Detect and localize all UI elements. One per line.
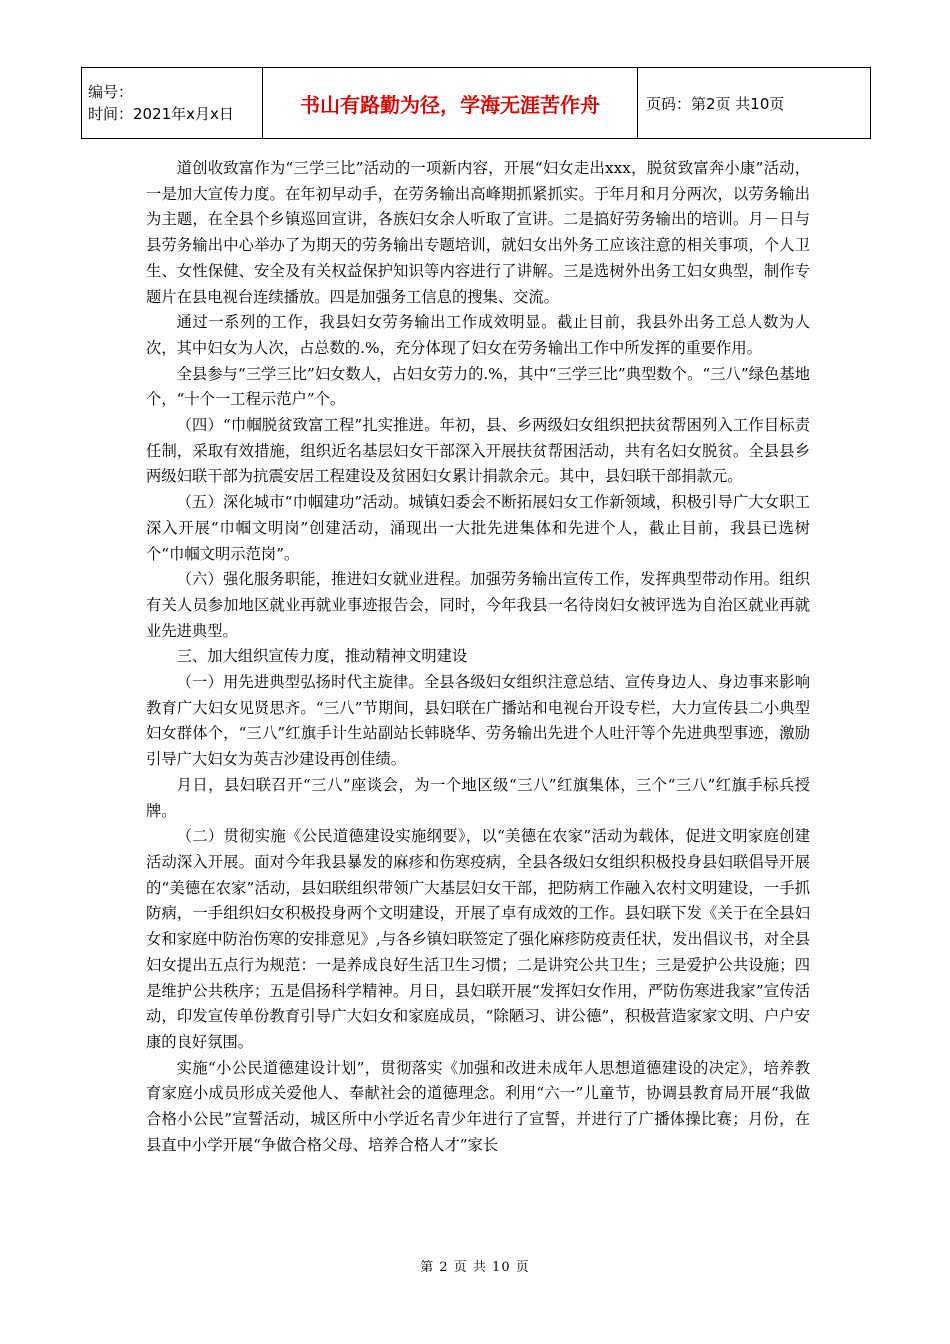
header-page-info: 页码：第2页 共10页 (638, 68, 871, 139)
page-footer: 第 2 页 共 10 页 (420, 1260, 530, 1275)
doc-number-label: 编号： (88, 83, 134, 101)
body-paragraph: 通过一系列的工作，我县妇女劳务输出工作成效明显。截止目前，我县外出务工总人数为人次，其中妇女为人次，占总数的.%，充分体现了妇女在劳务输出工作中所发挥的重要作用。 (146, 313, 810, 357)
header-table (81, 67, 871, 139)
body-paragraph: 月日，县妇联召开“三八”座谈会，为一个地区级“三八”红旗集体，三个“三八”红旗手标兵授牌。 (146, 775, 810, 820)
doc-time-label: 时间：2021年x月x日 (88, 105, 234, 123)
body-paragraph: （四）“巾帼脱贫致富工程”扎实推进。年初，县、乡两级妇女组织把扶贫帮困列入工作目标责任制，采取有效措施，组织近名基层妇女干部深入开展扶贫帮困活动，共有名妇女脱贫。全县县乡两级妇联干部为抗震安居工程建设及贫困妇女累计捐款余元。其中，县妇联干部捐款元。 (146, 416, 810, 486)
body-paragraph: 全县参与“三学三比”妇女数人，占妇女劳力的.%，其中“三学三比”典型数个。“三八”绿色基地个，“十个一工程示范户”个。 (146, 364, 810, 409)
body-paragraph: （六）强化服务职能，推进妇女就业进程。加强劳务输出宣传工作，发挥典型带动作用。组织有关人员参加地区就业再就业事迹报告会，同时，今年我县一名待岗妇女被评选为自治区就业再就业先进典型。 (146, 570, 810, 640)
body-paragraph: （一）用先进典型弘扬时代主旋律。全县各级妇女组织注意总结、宣传身边人、身边事来影响教育广大妇女见贤思齐。“三八”节期间，县妇联在广播站和电视台开设专栏，大力宣传县二小典型妇女群体个，“三八”红旗手计生站副站长韩晓华、劳务输出先进个人吐汗等个先进典型事迹，激励引导广大妇女为英吉沙建设再创佳绩。 (146, 673, 810, 769)
body-paragraph: 道创收致富作为“三学三比”活动的一项新内容，开展“妇女走出xxx，脱贫致富奔小康”活动，一是加大宣传力度。在年初早动手，在劳务输出高峰期抓紧抓实。于年月和月分两次，以劳务输出为主题，在全县个乡镇巡回宣讲，各族妇女余人听取了宣讲。二是搞好劳务输出的培训。月－日与县劳务输出中心举办了为期天的劳务输出专题培训，就妇女出外务工应该注意的相关事项，个人卫生、女性保健、安全及有关权益保护知识等内容进行了讲解。三是选树外出务工妇女典型，制作专题片在县电视台连续播放。四是加强务工信息的搜集、交流。 (146, 159, 810, 306)
header-meta (82, 68, 263, 139)
header-motto: 书山有路勤为径，学海无涯苦作舟 (263, 68, 638, 139)
body-paragraph: （二）贯彻实施《公民道德建设实施纲要》，以“美德在农家”活动为载体，促进文明家庭创建活动深入开展。面对今年我县暴发的麻疹和伤寒疫病，全县各级妇女组织积极投身县妇联倡导开展的“美德在农家”活动，县妇联组织带领广大基层妇女干部，把防病工作融入农村文明建设，一手抓防病，一手组织妇女积极投身两个文明建设，开展了卓有成效的工作。县妇联下发《关于在全县妇女和家庭中防治伤寒的安排意见》,与各乡镇妇联签定了强化麻疹防疫责任状，发出倡议书，对全县妇女提出五点行为规范：一是养成良好生活卫生习惯；二是讲究公共卫生；三是爱护公共设施；四是维护公共秩序；五是倡扬科学精神。月日，县妇联开展“发挥妇女作用，严防伤寒进我家”宣传活动，印发宣传单份教育引导广大妇女和家庭成员，“除陋习、讲公德”，积极营造家家文明、户户安康的良好氛围。 (146, 827, 810, 1051)
body-paragraph: 实施“小公民道德建设计划”，贯彻落实《加强和改进未成年人思想道德建设的决定》，培养教育家庭小成员形成关爱他人、奉献社会的道德理念。利用“六一”儿童节，协调县教育局开展“我做合格小公民”宣誓活动，城区所中小学近名青少年进行了宣誓，并进行了广播体操比赛；月份，在县直中小学开展“争做合格父母、培养合格人才”家长 (146, 1058, 810, 1154)
document-body (146, 156, 810, 1158)
body-paragraph: （五）深化城市“巾帼建功”活动。城镇妇委会不断拓展妇女工作新领域，积极引导广大女职工深入开展“巾帼文明岗”创建活动，涌现出一大批先进集体和先进个人，截止目前，我县已选树个“巾帼文明示范岗”。 (146, 493, 810, 563)
section-heading: 三、加大组织宣传力度，推动精神文明建设 (176, 647, 468, 666)
